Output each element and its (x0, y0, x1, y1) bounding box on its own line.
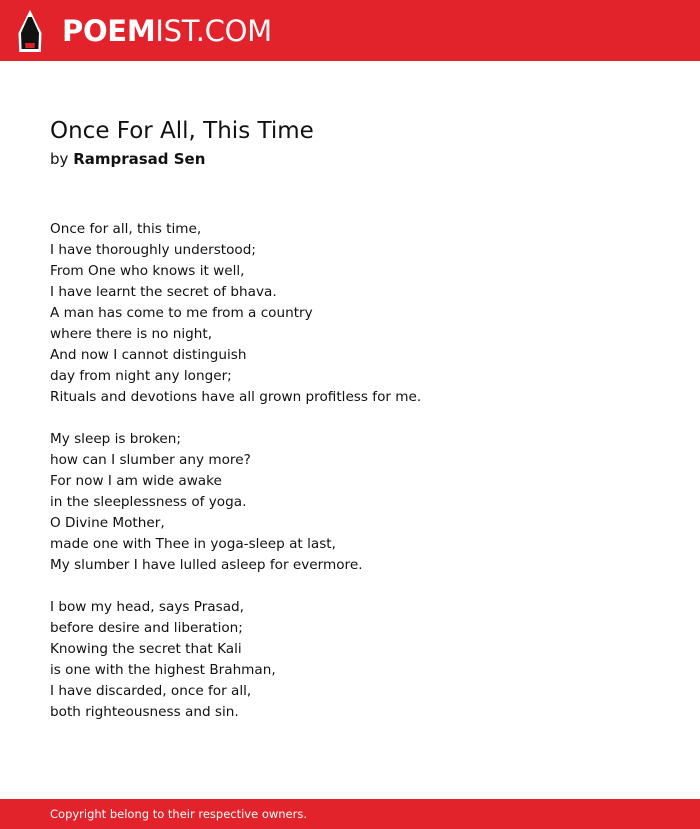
site-header (0, 0, 700, 61)
poem-line: I have learnt the secret of bhava. (50, 284, 277, 300)
poem-body (50, 219, 650, 744)
poem-line: For now I am wide awake (50, 473, 222, 489)
poem-line: where there is no night, (50, 326, 213, 342)
poem-line: My slumber I have lulled asleep for evermore. (50, 557, 363, 573)
poem-line: O Divine Mother, (50, 515, 165, 531)
poem-title: Once For All, This Time (50, 118, 314, 144)
copyright-text: Copyright belong to their respective owners. (50, 807, 308, 821)
poem-line: is one with the highest Brahman, (50, 662, 276, 678)
byline-prefix: by (50, 150, 69, 168)
poem-line: I bow my head, says Prasad, (50, 599, 245, 615)
poem-stanza-2 (50, 429, 650, 576)
site-wordmark (62, 9, 272, 53)
poem-line: in the sleeplessness of yoga. (50, 494, 247, 510)
poem-line: I have discarded, once for all, (50, 683, 252, 699)
poem-line: A man has come to me from a country (50, 305, 313, 321)
poem-line: Once for all, this time, (50, 221, 202, 237)
logo-bold-text: POEM (62, 14, 156, 48)
pencil-icon (17, 9, 43, 53)
poem-line: Rituals and devotions have all grown profitless for me. (50, 389, 422, 405)
poem-line: And now I cannot distinguish (50, 347, 247, 363)
poem-line: before desire and liberation; (50, 620, 243, 636)
logo-light-text: IST.COM (155, 14, 272, 48)
site-logo-link[interactable] (17, 9, 272, 53)
poem-line: how can I slumber any more? (50, 452, 251, 468)
poem-line: made one with Thee in yoga-sleep at last, (50, 536, 336, 552)
poem-stanza-1 (50, 219, 650, 408)
poem-line: day from night any longer; (50, 368, 232, 384)
poem-line: Knowing the secret that Kali (50, 641, 242, 657)
poem-stanza-3 (50, 597, 650, 723)
poem-line: both righteousness and sin. (50, 704, 239, 720)
poem-byline (50, 148, 205, 170)
poem-line: My sleep is broken; (50, 431, 181, 447)
poem-line: I have thoroughly understood; (50, 242, 256, 258)
poem-line: From One who knows it well, (50, 263, 245, 279)
site-footer (0, 799, 700, 829)
poem-author: Ramprasad Sen (73, 150, 206, 168)
